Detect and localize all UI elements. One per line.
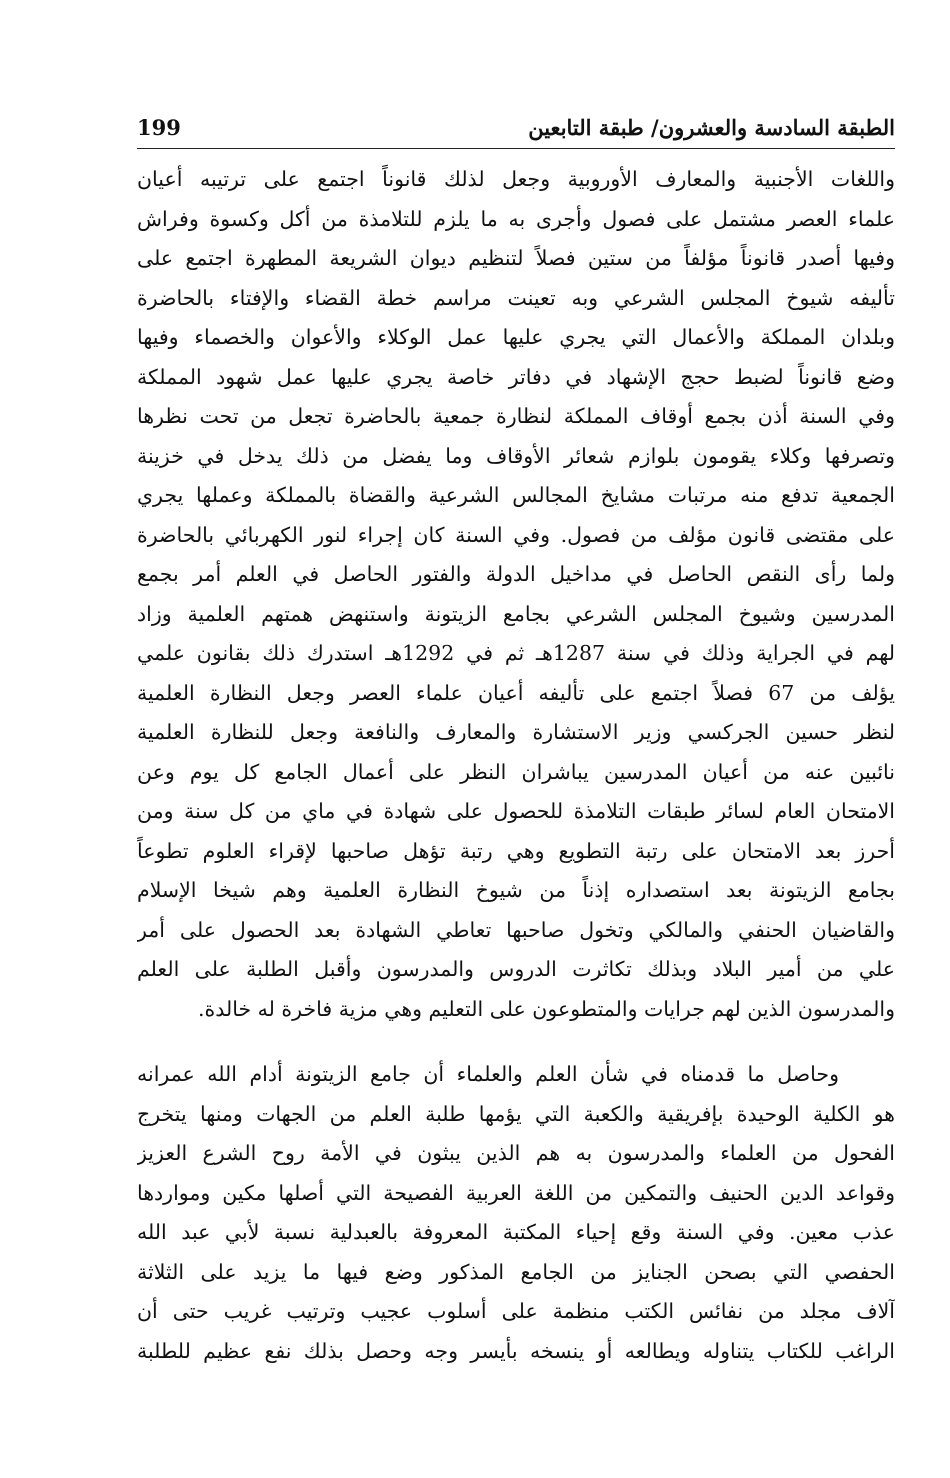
text-line: والمدرسون الذين لهم جرايات والمتطوعون على التعليم وهي مزية فاخرة له خالدة. [197,996,895,1021]
text-line: أحرز بعد الامتحان على رتبة التطويع وهي رتبة تؤهل صاحبها لإقراء العلوم تطوعاً [137,838,895,863]
running-title: الطبقة السادسة والعشرون/ طبقة التابعين [528,115,895,140]
text-line: نائبين عنه من أعيان المدرسين يباشران النظر على أعمال الجامع كل يوم وعن [137,759,895,784]
paragraph-1 [137,160,895,1029]
text-line: وضع قانوناً لضبط حجج الإشهاد في دفاتر خاصة يجري عليها عمل شهود المملكة [137,364,895,389]
text-line: هو الكلية الوحيدة بإفريقية والكعبة التي يؤمها طلبة العلم من الجهات ومنها يتخرج [137,1101,895,1126]
text-line: لنظر حسين الجركسي وزير الاستشارة والمعارف والنافعة وجعل للنظارة العلمية [137,720,895,744]
text-line: عذب معين. وفي السنة وقع إحياء المكتبة المعروفة بالعبدلية نسبة لأبي عبد الله [137,1220,895,1244]
text-line: علماء العصر مشتمل على فصول وأجرى به ما يلزم للتلامذة من أكل وكسوة وفراش [137,206,895,231]
text-line: وقواعد الدين الحنيف والتمكين من اللغة العربية الفصيحة التي أصلها مكين ومواردها [137,1180,895,1205]
running-header [137,112,895,146]
text-line: تأليفه شيوخ المجلس الشرعي وبه تعينت مراسم خطة القضاء والإفتاء بالحاضرة [137,285,895,310]
body-text [137,160,895,1371]
header-rule [137,148,895,149]
text-line: وبلدان المملكة والأعمال التي يجري عليها عمل الوكلاء والأعوان والخصماء وفيها [137,325,895,349]
text-line: وفي السنة أذن بجمع أوقاف المملكة لنظارة جمعية بالحاضرة تجعل من تحت نظرها [137,404,895,428]
text-line: الفحول من العلماء والمدرسون به هم الذين يبثون في الأمة روح الشرع العزيز [137,1141,895,1165]
text-line: على مقتضى قانون مؤلف من فصول. وفي السنة كان إجراء لنور الكهربائي بالحاضرة [137,522,895,547]
page-number: 199 [137,115,181,140]
text-line: واللغات الأجنبية والمعارف الأوروبية وجعل لذلك قانوناً اجتمع على ترتيبه أعيان [137,167,895,191]
text-line: بجامع الزيتونة بعد استصداره إذناً من شيوخ النظارة العلمية وهم شيخا الإسلام [137,878,895,902]
text-line: ولما رأى النقص الحاصل في مداخيل الدولة والفتور الحاصل في العلم أمر بجمع [137,562,895,586]
paragraph-2 [137,1055,895,1371]
text-line: علي من أمير البلاد وبذلك تكاثرت الدروس والمدرسون وأقبل الطلبة على العلم [137,957,895,981]
text-line: الجمعية تدفع منه مرتبات مشايخ المجالس الشرعية والقضاة بالمملكة وعملها يجري [137,483,895,507]
text-line: الحفصي التي بصحن الجنايز من الجامع المذكور وضع فيها ما يزيد على الثلاثة [137,1259,895,1284]
text-line: المدرسين وشيوخ المجلس الشرعي بجامع الزيتونة واستنهض همتهم العلمية وزاد [137,601,895,626]
text-line: الراغب للكتاب يتناوله ويطالعه أو ينسخه بأيسر وجه وحصل بذلك نفع عظيم للطلبة [137,1338,895,1363]
text-line: الامتحان العام لسائر طبقات التلامذة للحصول على شهادة في ماي من كل سنة ومن [137,799,895,823]
text-line: وتصرفها وكلاء يقومون بلوازم شعائر الأوقاف وما يفضل من ذلك يدخل في خزينة [137,443,895,468]
text-line: وحاصل ما قدمناه في شأن العلم والعلماء أن جامع الزيتونة أدام الله عمرانه [137,1062,839,1086]
text-line: لهم في الجراية وذلك في سنة 1287هـ ثم في 1292هـ استدرك ذلك بقانون علمي [137,641,895,665]
text-line: يؤلف من 67 فصلاً اجتمع على تأليفه أعيان علماء العصر وجعل النظارة العلمية [137,680,895,705]
text-line: وفيها أصدر قانوناً مؤلفاً من ستين فصلاً لتنظيم ديوان الشريعة المطهرة اجتمع على [137,246,895,270]
text-line: آلاف مجلد من نفائس الكتب منظمة على أسلوب عجيب وترتيب غريب حتى أن [137,1299,895,1323]
text-line: والقاضيان الحنفي والمالكي وتخول صاحبها تعاطي الشهادة بعد الحصول على أمر [137,917,895,942]
